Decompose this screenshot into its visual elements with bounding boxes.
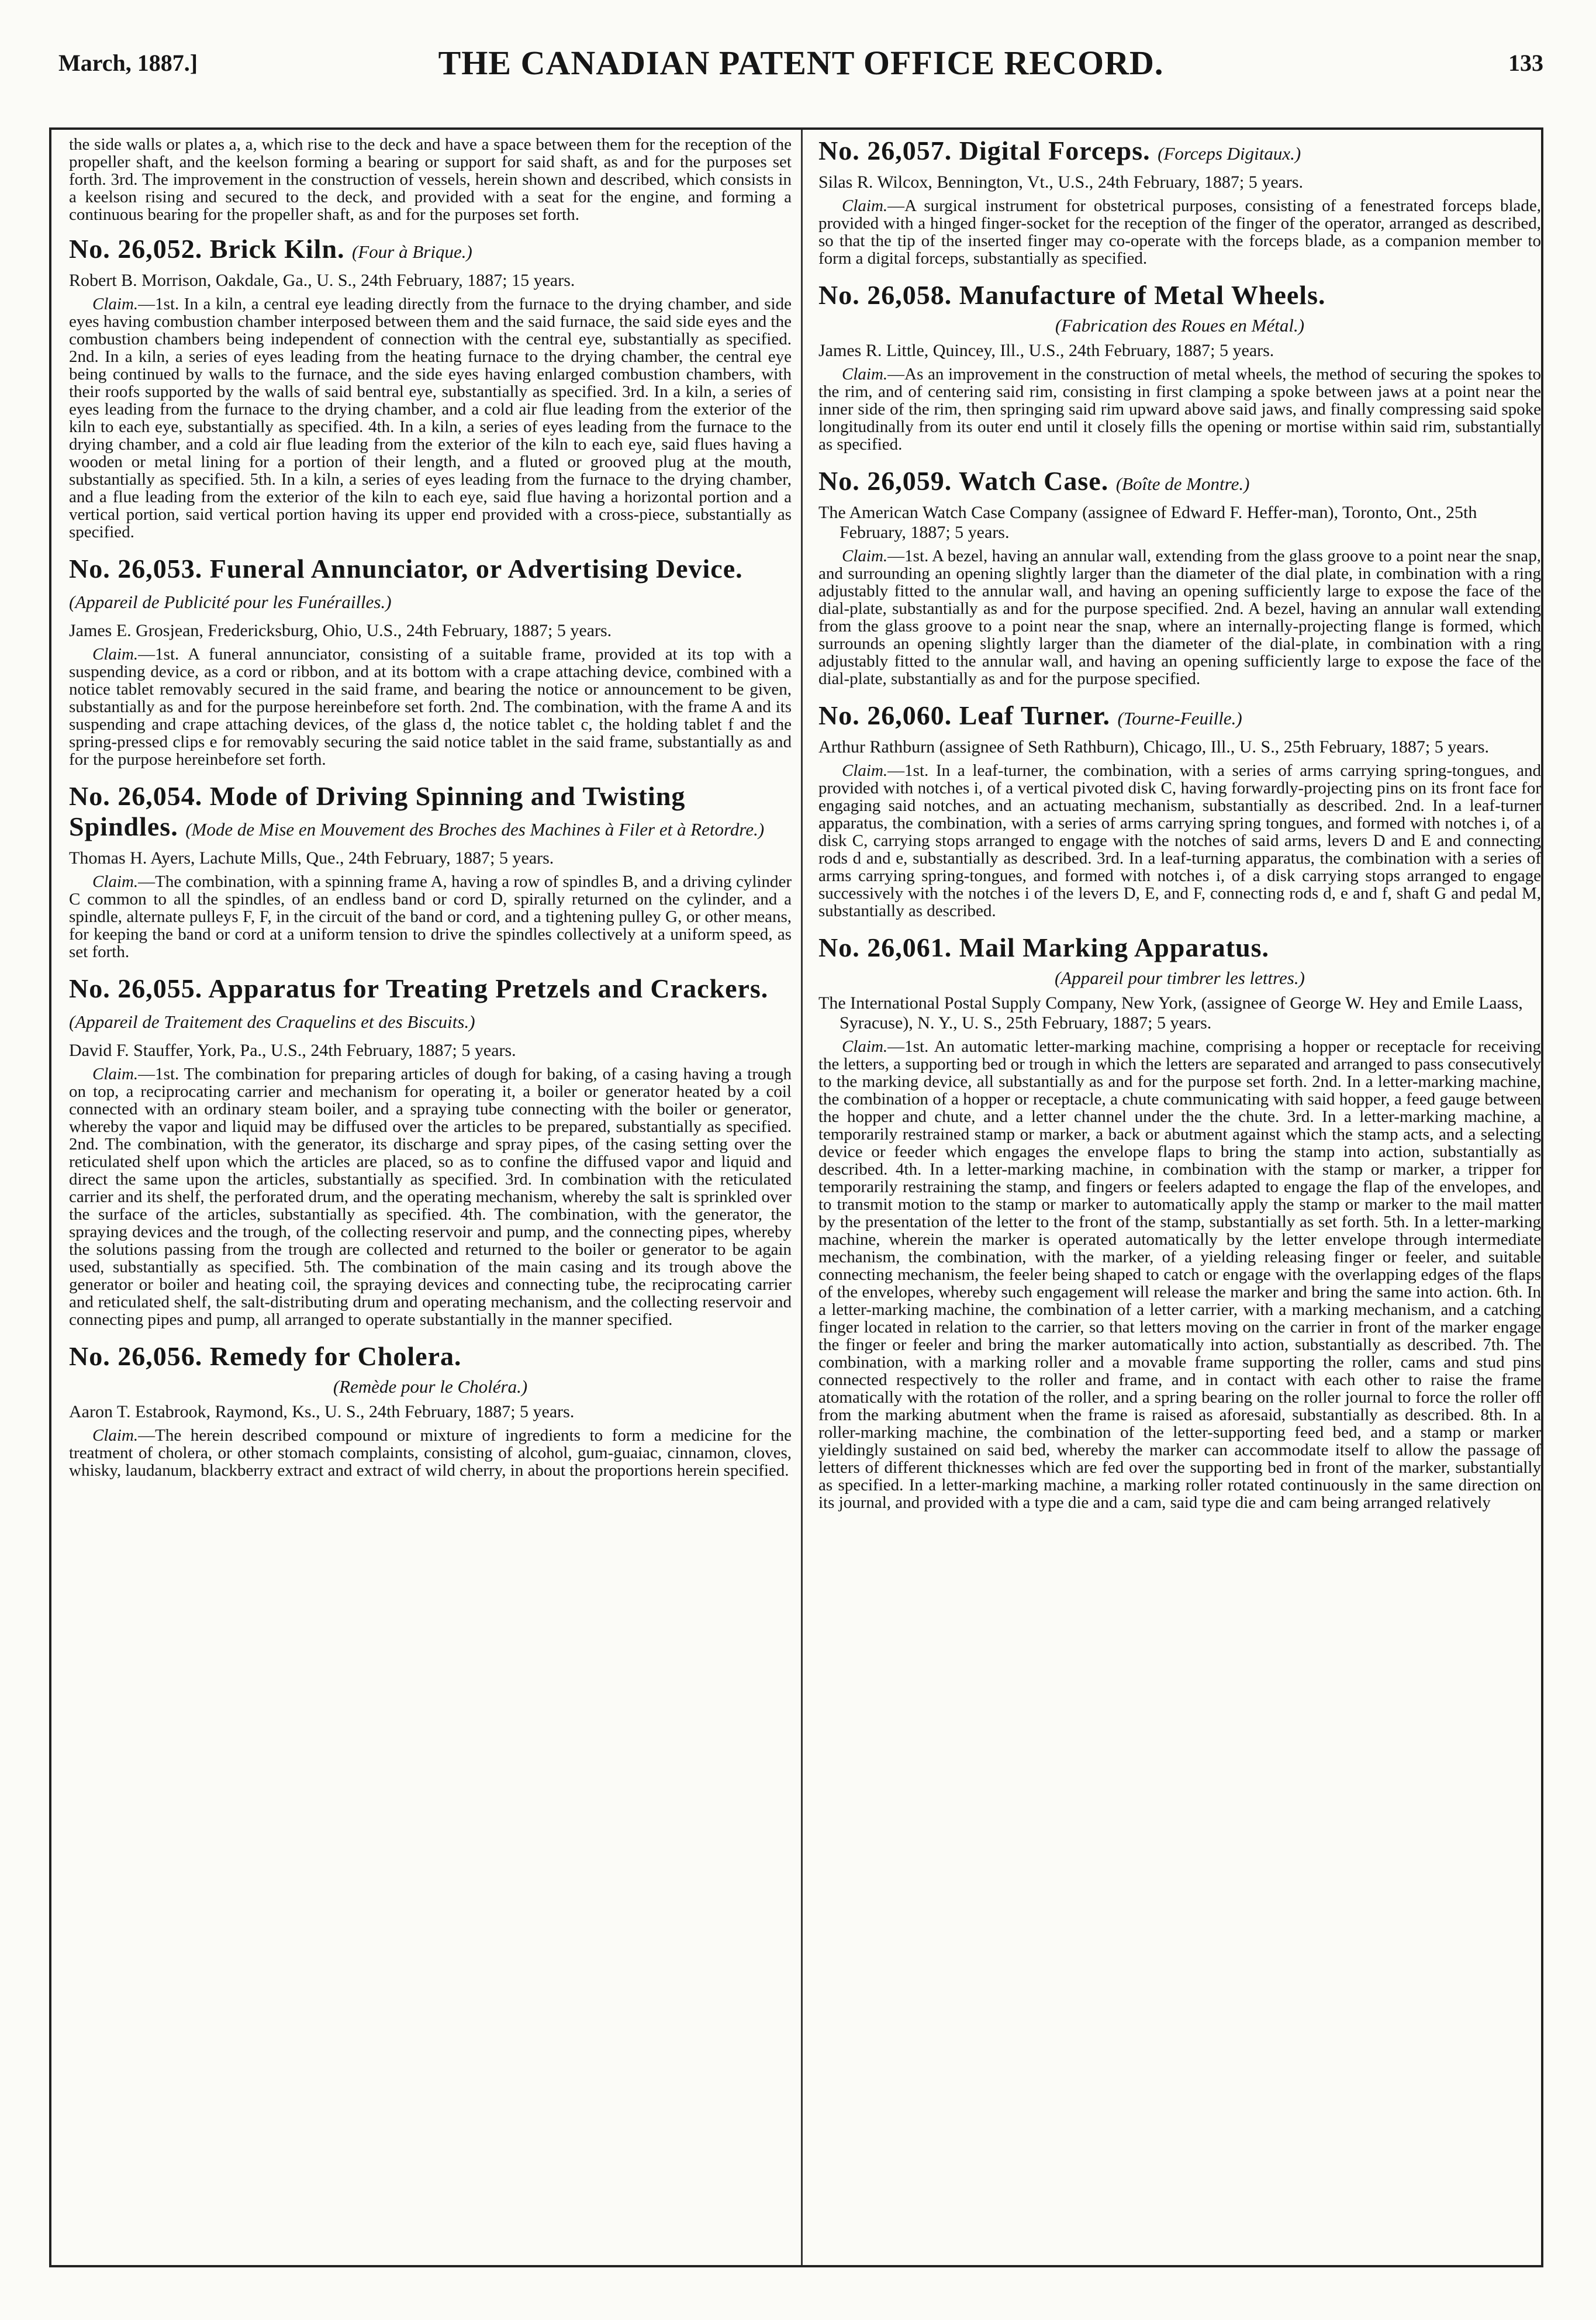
patent-title: Manufacture of Metal Wheels. xyxy=(959,280,1326,310)
claim-paragraph xyxy=(69,1427,792,1479)
issue-date: March, 1887.] xyxy=(58,50,198,76)
patentee-line: Aaron T. Estabrook, Raymond, Ks., U. S., 24th February, 1887; 5 years. xyxy=(69,1402,575,1421)
patentee-line: Arthur Rathburn (assignee of Seth Rathburn), Chicago, Ill., U. S., 25th February, 1887; 5 years. xyxy=(818,737,1490,757)
patent-number: No. 26,060. xyxy=(818,700,952,730)
claim-label: Claim. xyxy=(842,365,888,384)
patent-entry-26059 xyxy=(818,466,1541,688)
patent-title: Digital Forceps. xyxy=(959,136,1151,165)
claim-paragraph xyxy=(69,295,792,541)
patentee-line: James R. Little, Quincey, Ill., U.S., 24th February, 1887; 5 years. xyxy=(818,341,1274,360)
claim-paragraph xyxy=(69,1065,792,1328)
patent-heading xyxy=(69,781,792,845)
claim-paragraph xyxy=(818,197,1541,267)
claim-label: Claim. xyxy=(842,1037,888,1056)
patentee-line: The American Watch Case Company (assignee of Edward F. Heffer-man), Toronto, Ont., 25th February, 1887; 5 years. xyxy=(818,503,1477,542)
patent-heading xyxy=(69,973,792,1037)
patent-entry-26056 xyxy=(69,1341,792,1479)
patent-french-title: (Boîte de Montre.) xyxy=(1115,474,1250,494)
patent-french-title: (Forceps Digitaux.) xyxy=(1158,143,1301,164)
patent-number: No. 26,058. xyxy=(818,280,952,310)
claim-text: —1st. The combination for preparing articles of dough for baking, of a casing having a trough on top, a reciprocating carrier and mechanism for operating it, a boiler or generator heated by a coil connected with an ordinary steam boiler, and a spraying tube connecting with the boiler or generator, whereby the vapor and liquid may be diffused over the articles to be prepared, substantially as specified. 2nd. The combination, with the generator, its discharge and spray pipes, of the casing setting over the reticulated shelf upon which the articles are placed, so as to confine the diffused vapor and liquid and direct the same upon the articles, substantially as specified. 3rd. In combination with the reticulated carrier and its shelf, the perforated drum, and the operating mechanism, whereby the salt is sprinkled over the surface of the articles, substantially as specified. 4th. The combination, with the generator, the spraying devices and the trough, of the collecting reservoir and pump, and the connecting pipes, whereby the solutions passing from the trough are collected and returned to the boiler or generator to be again used, substantially as specified. 5th. The combination of the main casing and its trough above the generator or boiler and heating coil, the spraying devices and connecting tube, the reciprocating carrier and reticulated shelf, the salt-distributing drum and operating mechanism, and the collecting reservoir and connecting pipes and pump, all arranged to operate substantially in the manner specified. xyxy=(69,1065,792,1329)
patent-title: Remedy for Cholera. xyxy=(209,1341,462,1371)
publication-title: THE CANADIAN PATENT OFFICE RECORD. xyxy=(438,44,1164,82)
patentee-line: Silas R. Wilcox, Bennington, Vt., U.S., 24th February, 1887; 5 years. xyxy=(818,172,1304,192)
patent-french-title: (Mode de Mise en Mouvement des Broches des Machines à Filer et à Retordre.) xyxy=(185,819,765,840)
patent-entry-26057 xyxy=(818,136,1541,267)
patentee-line: Thomas H. Ayers, Lachute Mills, Que., 24th February, 1887; 5 years. xyxy=(69,848,554,868)
claim-text: —1st. A bezel, having an annular wall, extending from the glass groove to a point near the snap, and surrounding an opening slightly larger than the diameter of the dial plate, in combination with a ring adjustably fitted to the annular wall, and having an opening sufficiently large to expose the face of the dial-plate, substantially as and for the purpose specified. 2nd. A bezel, having an annular wall extending from the glass groove to a point near the snap, where an internally-projecting flange is formed, which surrounds an opening slightly larger than the diameter of the dial-plate, in combination with a ring adjustably fitted to the annular wall, and having an opening sufficiently large to expose the face of the dial-plate, substantially as and for the purpose specified. xyxy=(818,547,1541,688)
patentee-line: The International Postal Supply Company, New York, (assignee of George W. Hey and Emile Laass, Syracuse), N. Y., U. S., 25th February, 1887; 5 years. xyxy=(818,993,1523,1033)
claim-paragraph xyxy=(818,762,1541,920)
patent-number: No. 26,055. xyxy=(69,973,203,1003)
patent-number: No. 26,059. xyxy=(818,466,952,496)
claim-text: —The herein described compound or mixture of ingredients to form a medicine for the treatment of cholera, or other stomach complaints, consisting of alcohol, gum-guaiac, cinnamon, cloves, whisky, laudanum, blackberry extract and extract of wild cherry, in about the proportions herein specified. xyxy=(69,1426,792,1480)
claim-text: —A surgical instrument for obstetrical purposes, consisting of a fenestrated forceps blade, provided with a hinged finger-socket for the reception of the finger of the operator, arranged as described, so that the tip of the inserted finger may co-operate with the forceps blade, as a companion member to form a digital forceps, substantially as specified. xyxy=(818,196,1541,268)
patent-french-title: (Remède pour le Choléra.) xyxy=(333,1376,528,1397)
claim-label: Claim. xyxy=(842,196,888,215)
claim-paragraph xyxy=(818,365,1541,453)
patent-entry-26052 xyxy=(69,234,792,541)
patent-number: No. 26,057. xyxy=(818,136,952,165)
patentee-line: James E. Grosjean, Fredericksburg, Ohio, U.S., 24th February, 1887; 5 years. xyxy=(69,621,612,640)
patent-heading xyxy=(69,234,792,267)
patent-heading xyxy=(818,933,1541,963)
patent-title: Brick Kiln. xyxy=(209,234,345,264)
patent-title: Apparatus for Treating Pretzels and Crackers. xyxy=(208,973,769,1003)
left-column xyxy=(69,136,792,2258)
patent-title: Mail Marking Apparatus. xyxy=(959,933,1270,962)
claim-paragraph xyxy=(818,1038,1541,1511)
patent-french-title: (Appareil de Traitement des Craquelins et des Biscuits.) xyxy=(69,1011,475,1032)
claim-text: —1st. A funeral annunciator, consisting of a suitable frame, provided at its top with a suspending device, as a cord or ribbon, and at its bottom with a crape attaching device, combined with a notice tablet removably secured in the said frame, and bearing the notice or announcement to be given, substantially as and for the purpose hereinbefore set forth. 2nd. The combination, with the frame A and its suspending and crape attaching devices, of the glass d, the notice tablet c, the holding tablet f and the spring-pressed clips e for removably securing the said notice tablet in the said frame, substantially as and for the purpose hereinbefore set forth. xyxy=(69,645,792,769)
claim-paragraph xyxy=(69,873,792,961)
claim-text: —The combination, with a spinning frame A, having a row of spindles B, and a driving cylinder C common to all the spindles, of an endless band or cord D, spirally returned on the cylinder, and a spindle, alternate pulleys F, F, in the circuit of the band or cord, and a tightening pulley G, or other means, for keeping the band or cord at a uniform tension to drive the spindles collectively at a uniform speed, as set forth. xyxy=(69,872,792,961)
claim-label: Claim. xyxy=(92,872,139,891)
patent-number: No. 26,052. xyxy=(69,234,203,264)
claim-label: Claim. xyxy=(842,547,888,565)
patentee-line: David F. Stauffer, York, Pa., U.S., 24th February, 1887; 5 years. xyxy=(69,1041,516,1060)
claim-label: Claim. xyxy=(92,645,139,664)
claim-label: Claim. xyxy=(92,1426,139,1445)
patent-french-title: (Four à Brique.) xyxy=(352,241,472,262)
patent-heading xyxy=(818,700,1541,734)
claim-text: —1st. In a kiln, a central eye leading directly from the furnace to the drying chamber, and side eyes having combustion chamber interposed between them and the said furnace, the said side eyes and the combustion chambers being independent of connection with the central eye, substantially as specified. 2nd. In a kiln, a series of eyes leading from the heating furnace to the drying chamber, the central eye being continued by walls to the furnace, and the side eyes having enlarged combustion chambers, with their roofs supported by the walls of said bentral eye, substantially as specified. 3rd. In a kiln, a series of eyes leading from the furnace to the drying chamber, and a cold air flue leading from the exterior of the kiln to each eye, substantially as specified. 4th. In a kiln, a series of eyes leading from the furnace to the drying chamber, and a cold air flue leading from the exterior of the kiln to each eye, said flues having a wooden or metal lining for a portion of their length, and a fluted or grooved plug at the mouth, substantially as specified. 5th. In a kiln, a series of eyes leading from the furnace to the drying chamber, and a flue leading from the exterior of the kiln to each eye, said flue having a horizontal portion and a vertical portion, said vertical portion having its upper end provided with a cross-piece, substantially as specified. xyxy=(69,295,792,541)
patent-entry-26061 xyxy=(818,933,1541,1511)
claim-text: —1st. An automatic letter-marking machine, comprising a hopper or receptacle for receiving the letters, a supporting bed or trough in which the letters are separated and arranged to pass consecutively to the marking device, all substantially as and for the purpose set forth. 2nd. In a letter-marking machine, the combination of a hopper or receptacle, a chute communicating with said hopper, a feed gauge between the hopper and chute, and a letter channel under the the chute. 3rd. In a letter-marking machine, a temporarily restrained stamp or marker, a back or abutment against which the stamp acts, and a selecting device or feeder which engages the envelope flaps to bring the stamp into action, substantially as described. 4th. In a letter-marking machine, in combination with the stamp or marker, a tripper for temporarily restraining the stamp, and fingers or feelers adapted to engage the flap of the envelopes, and to transmit motion to the stamp or marker to automatically apply the stamp or marker to the mail matter by the presentation of the letter to the front of the stamp, substantially as set forth. 5th. In a letter-marking machine, wherein the marker is operated automatically by the letter envelope through intermediate mechanism, the combination, with the marker, of a yielding releasing finger or feeler, and suitable connecting mechanism, the feeler being shaped to catch or engage with the overlapping edges of the flaps of the envelopes, whereby such engagement will release the marker and bring the same into action. 6th. In a letter-marking machine, the combination of a letter carrier, with a marking mechanism, and a catching finger located in relation to the carrier, so that letters moving on the carrier in front of the marker engage the finger or feeler and bring the marker automatically into action, substantially as described. 7th. The combination, with a marking roller and a movable frame supporting the roller, cams and stud pins connected respectively to the roller and frame, and in contact with each other to raise the frame atomatically with the rotation of the roller, and a spring bearing on the roller journal to force the roller off from the marking abutment when the frame is raised as aforesaid, substantially as described. 8th. In a roller-marking machine, the combination of the letter-supporting feed bed, and a stamp or marker yieldingly sustained on said bed, whereby the marker can accommodate itself to allow the passage of letters of different thicknesses which are fed over the supporting bed in front of the marker, substantially as specified. In a letter-marking machine, a marking roller rotated continuously in the same direction on its journal, and provided with a type die and a cam, said type die and cam being arranged relatively xyxy=(818,1037,1541,1512)
column-divider xyxy=(801,130,803,2265)
patent-number: No. 26,056. xyxy=(69,1341,203,1371)
patent-title: Mode of Driving Spinning and Twisting Spindles. xyxy=(69,781,686,841)
patent-number: No. 26,054. xyxy=(69,781,203,811)
patent-french-title: (Appareil de Publicité pour les Funérailles.) xyxy=(69,592,392,612)
claim-paragraph xyxy=(818,547,1541,688)
patent-heading xyxy=(818,466,1541,499)
patent-title: Funeral Annunciator, or Advertising Device. xyxy=(209,554,743,584)
right-column xyxy=(818,136,1541,2258)
patent-title: Watch Case. xyxy=(958,466,1109,496)
patent-entry-26055 xyxy=(69,973,792,1328)
claim-text: —1st. In a leaf-turner, the combination, with a series of arms carrying spring-tongues, and provided with notches i, of a vertical pivoted disk C, having forwardly-projecting pins on its front face for engaging said notches, and an actuating mechanism, substantially as described. 2nd. In a leaf-turner apparatus, the combination, with a series of arms carrying spring tongues, and formed with notches i, of a disk C, carrying stops arranged to engage with the notches of said arms, levers D and E and connecting rods d and e, substantially as described. 3rd. In a leaf-turning apparatus, the combination with a series of arms carrying spring-tongues, and formed with notches i, of a disk carrying stops arranged to engage successively with the notches i of the levers D, E, and F, connecting rods d, e and f, shaft G and pedal M, substantially as described. xyxy=(818,761,1541,920)
patent-french-title: (Tourne-Feuille.) xyxy=(1117,708,1242,729)
patent-entry-26058 xyxy=(818,280,1541,453)
patent-number: No. 26,053. xyxy=(69,554,203,584)
patent-entry-26054 xyxy=(69,781,792,961)
patent-entry-26053 xyxy=(69,554,792,768)
patent-heading xyxy=(69,1341,792,1372)
patent-number: No. 26,061. xyxy=(818,933,952,962)
claim-text: —As an improvement in the construction of metal wheels, the method of securing the spokes to the rim, and of centering said rim, consisting in first clamping a spoke between jaws at a point near the inner side of the rim, then springing said rim upward above said jaws, and finally compressing said spoke longitudinally from its outer end until it closely fills the opening or mortise within said rim, substantially as specified. xyxy=(818,365,1541,454)
patent-heading xyxy=(818,136,1541,169)
claim-label: Claim. xyxy=(92,1065,139,1083)
page-header xyxy=(41,43,1561,96)
claim-label: Claim. xyxy=(842,761,888,780)
patent-heading xyxy=(818,280,1541,310)
patent-title: Leaf Turner. xyxy=(959,700,1110,730)
page-number: 133 xyxy=(1508,50,1543,76)
patent-french-title: (Fabrication des Roues en Métal.) xyxy=(1055,315,1305,336)
patentee-line: Robert B. Morrison, Oakdale, Ga., U. S., 24th February, 1887; 15 years. xyxy=(69,271,575,290)
claim-label: Claim. xyxy=(92,295,139,313)
patent-french-title: (Appareil pour timbrer les lettres.) xyxy=(1055,968,1305,988)
continued-claim-text: the side walls or plates a, a, which rise to the deck and have a space between them for the reception of the propeller shaft, and the keelson forming a bearing or support for said shaft, as and for the purposes set forth. 3rd. The improvement in the construction of vessels, herein shown and described, which consists in a keelson rising and secured to the deck, and provided with a seat for the engine, and forming a continuous bearing for the propeller shaft, as and for the purposes set forth. xyxy=(69,136,792,224)
claim-paragraph xyxy=(69,645,792,768)
patent-entry-26060 xyxy=(818,700,1541,920)
patent-heading xyxy=(69,554,792,617)
